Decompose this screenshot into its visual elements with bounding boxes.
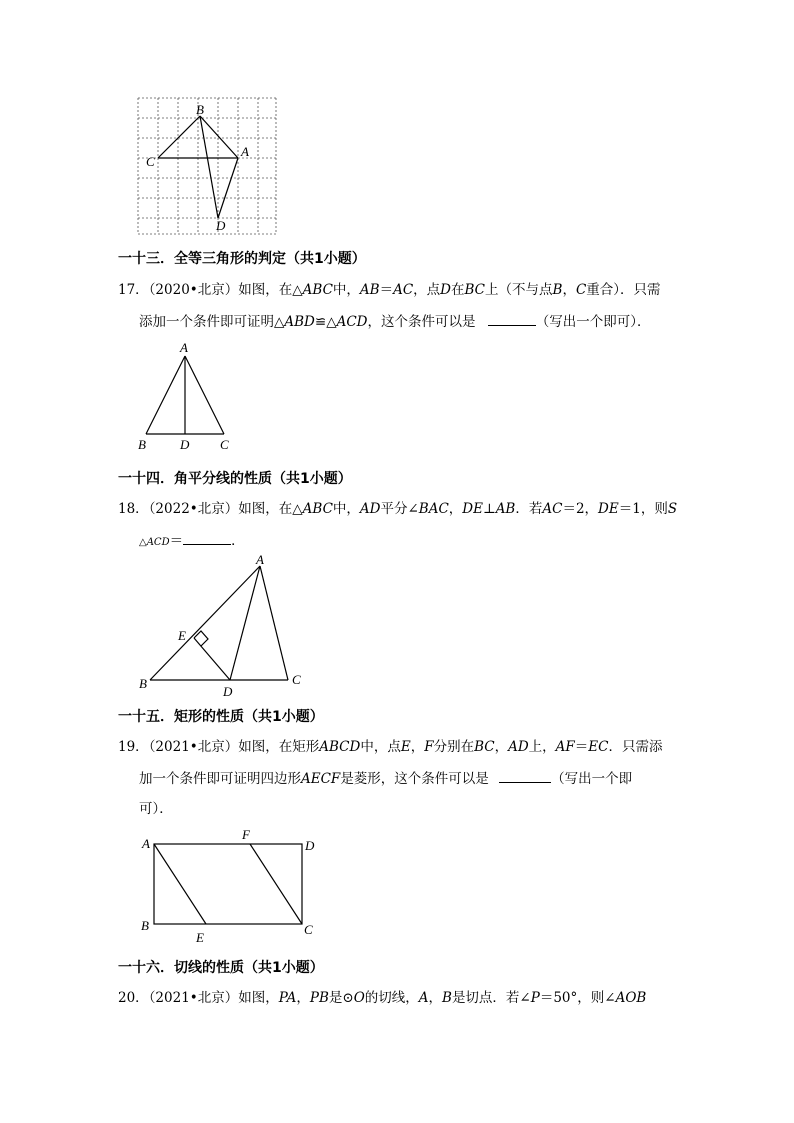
q17-line-1: 17．（2020•北京）如图，在△ABC中，AB＝AC，点D在BC上（不与点B，C重合）．只需 bbox=[118, 282, 661, 298]
q18-line-1: 18．（2022•北京）如图，在△ABC中，AD平分∠BAC，DE⊥AB．若AC＝2，DE＝1，则S bbox=[118, 501, 678, 517]
grid-label-c: C bbox=[146, 154, 155, 169]
q18-answer-blank[interactable] bbox=[183, 530, 231, 545]
q18-label-e: E bbox=[178, 628, 186, 643]
q19-line-1: 19．（2021•北京）如图，在矩形ABCD中，点E，F分别在BC，AD上，AF＝EC．只需添 bbox=[118, 739, 663, 755]
q17-label-a: A bbox=[180, 340, 188, 355]
q19-line-2: 加一个条件即可证明四边形AECF是菱形，这个条件可以是 （写出一个即 bbox=[139, 768, 632, 789]
q17-label-c: C bbox=[220, 437, 229, 452]
section-16-title: 一十六．切线的性质（共1小题） bbox=[118, 960, 324, 976]
grid-lines bbox=[138, 98, 276, 234]
q17-line-2: 添加一个条件即可证明△ABD≌△ACD，这个条件可以是 （写出一个即可）． bbox=[139, 311, 651, 332]
q18-label-c: C bbox=[292, 672, 301, 687]
q17-answer-blank[interactable] bbox=[488, 311, 536, 326]
section-13-title: 一十三．全等三角形的判定（共1小题） bbox=[118, 251, 366, 267]
q17-triangle-figure bbox=[132, 338, 242, 456]
section-15-title: 一十五．矩形的性质（共1小题） bbox=[118, 709, 324, 725]
q18-line-2: △ACD＝ ． bbox=[139, 530, 245, 553]
grid-label-d: D bbox=[216, 218, 226, 233]
q18-label-a: A bbox=[256, 552, 264, 567]
q17-label-b: B bbox=[138, 437, 146, 452]
q19-label-f: F bbox=[242, 827, 250, 842]
q20-line-1: 20．（2021•北京）如图，PA，PB是⊙O的切线，A，B是切点．若∠P＝50°，则∠AOB bbox=[118, 990, 647, 1006]
q17-label-d: D bbox=[180, 437, 190, 452]
section-14-title: 一十四．角平分线的性质（共1小题） bbox=[118, 471, 352, 487]
q18-triangle-figure bbox=[132, 552, 312, 702]
q18-label-d: D bbox=[223, 684, 233, 699]
q18-label-b: B bbox=[139, 676, 147, 691]
q19-label-a: A bbox=[142, 836, 150, 851]
q19-rectangle-figure bbox=[136, 826, 326, 948]
q19-label-e: E bbox=[196, 930, 204, 945]
q19-label-d: D bbox=[305, 838, 315, 853]
grid-triangle-figure bbox=[130, 92, 285, 240]
grid-label-a: A bbox=[241, 144, 249, 159]
q19-answer-blank[interactable] bbox=[499, 768, 551, 783]
q19-line-3: 可）． bbox=[139, 801, 173, 817]
q19-label-c: C bbox=[304, 922, 313, 937]
q19-label-b: B bbox=[141, 918, 149, 933]
grid-label-b: B bbox=[196, 102, 204, 117]
